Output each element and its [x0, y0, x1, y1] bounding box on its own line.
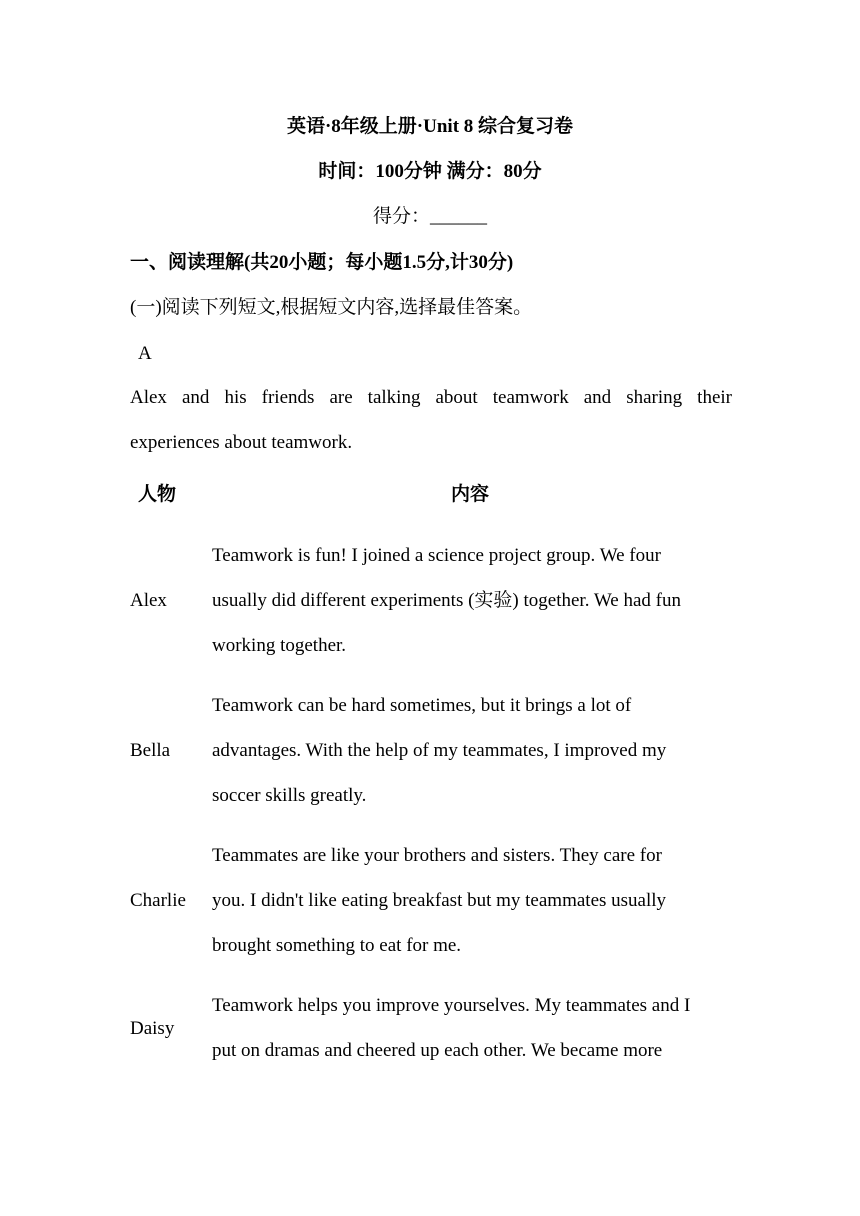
person-name: Charlie: [130, 890, 186, 911]
content-line: Teammates are like your brothers and sisters. They care for: [212, 845, 662, 866]
content-line: soccer skills greatly.: [212, 785, 367, 806]
doc-subtitle: 时间：100分钟 满分：80分: [318, 161, 542, 182]
person-name: Bella: [130, 740, 171, 761]
content-line: Teamwork helps you improve yourselves. My teammates and I: [212, 995, 691, 1016]
content-line: Teamwork is fun! I joined a science project group. We four: [212, 545, 661, 566]
person-name: Alex: [130, 590, 167, 611]
table-header-content: 内容: [451, 484, 490, 505]
part-instruction: (一)阅读下列短文,根据短文内容,选择最佳答案。: [130, 297, 533, 318]
passage-label: A: [138, 343, 152, 364]
content-line: brought something to eat for me.: [212, 935, 462, 956]
intro-line-1: Alex and his friends are talking about teamwork and sharing their: [130, 387, 732, 408]
doc-title: 英语·8年级上册·Unit 8 综合复习卷: [286, 116, 574, 137]
content-line: working together.: [212, 635, 347, 656]
content-line: put on dramas and cheered up each other. We became more: [212, 1040, 663, 1061]
table-header-person: 人物: [138, 484, 177, 505]
intro-line-2: experiences about teamwork.: [130, 432, 353, 453]
content-line: you. I didn't like eating breakfast but my teammates usually: [212, 890, 667, 911]
content-line: usually did different experiments (实验) together. We had fun: [212, 590, 681, 611]
content-line: Teamwork can be hard sometimes, but it brings a lot of: [212, 695, 632, 716]
content-line: advantages. With the help of my teammates, I improved my: [212, 740, 667, 761]
person-name: Daisy: [130, 1018, 175, 1039]
section-heading: 一、阅读理解(共20小题；每小题1.5分,计30分): [130, 252, 514, 273]
score-line: 得分：______: [372, 206, 487, 227]
